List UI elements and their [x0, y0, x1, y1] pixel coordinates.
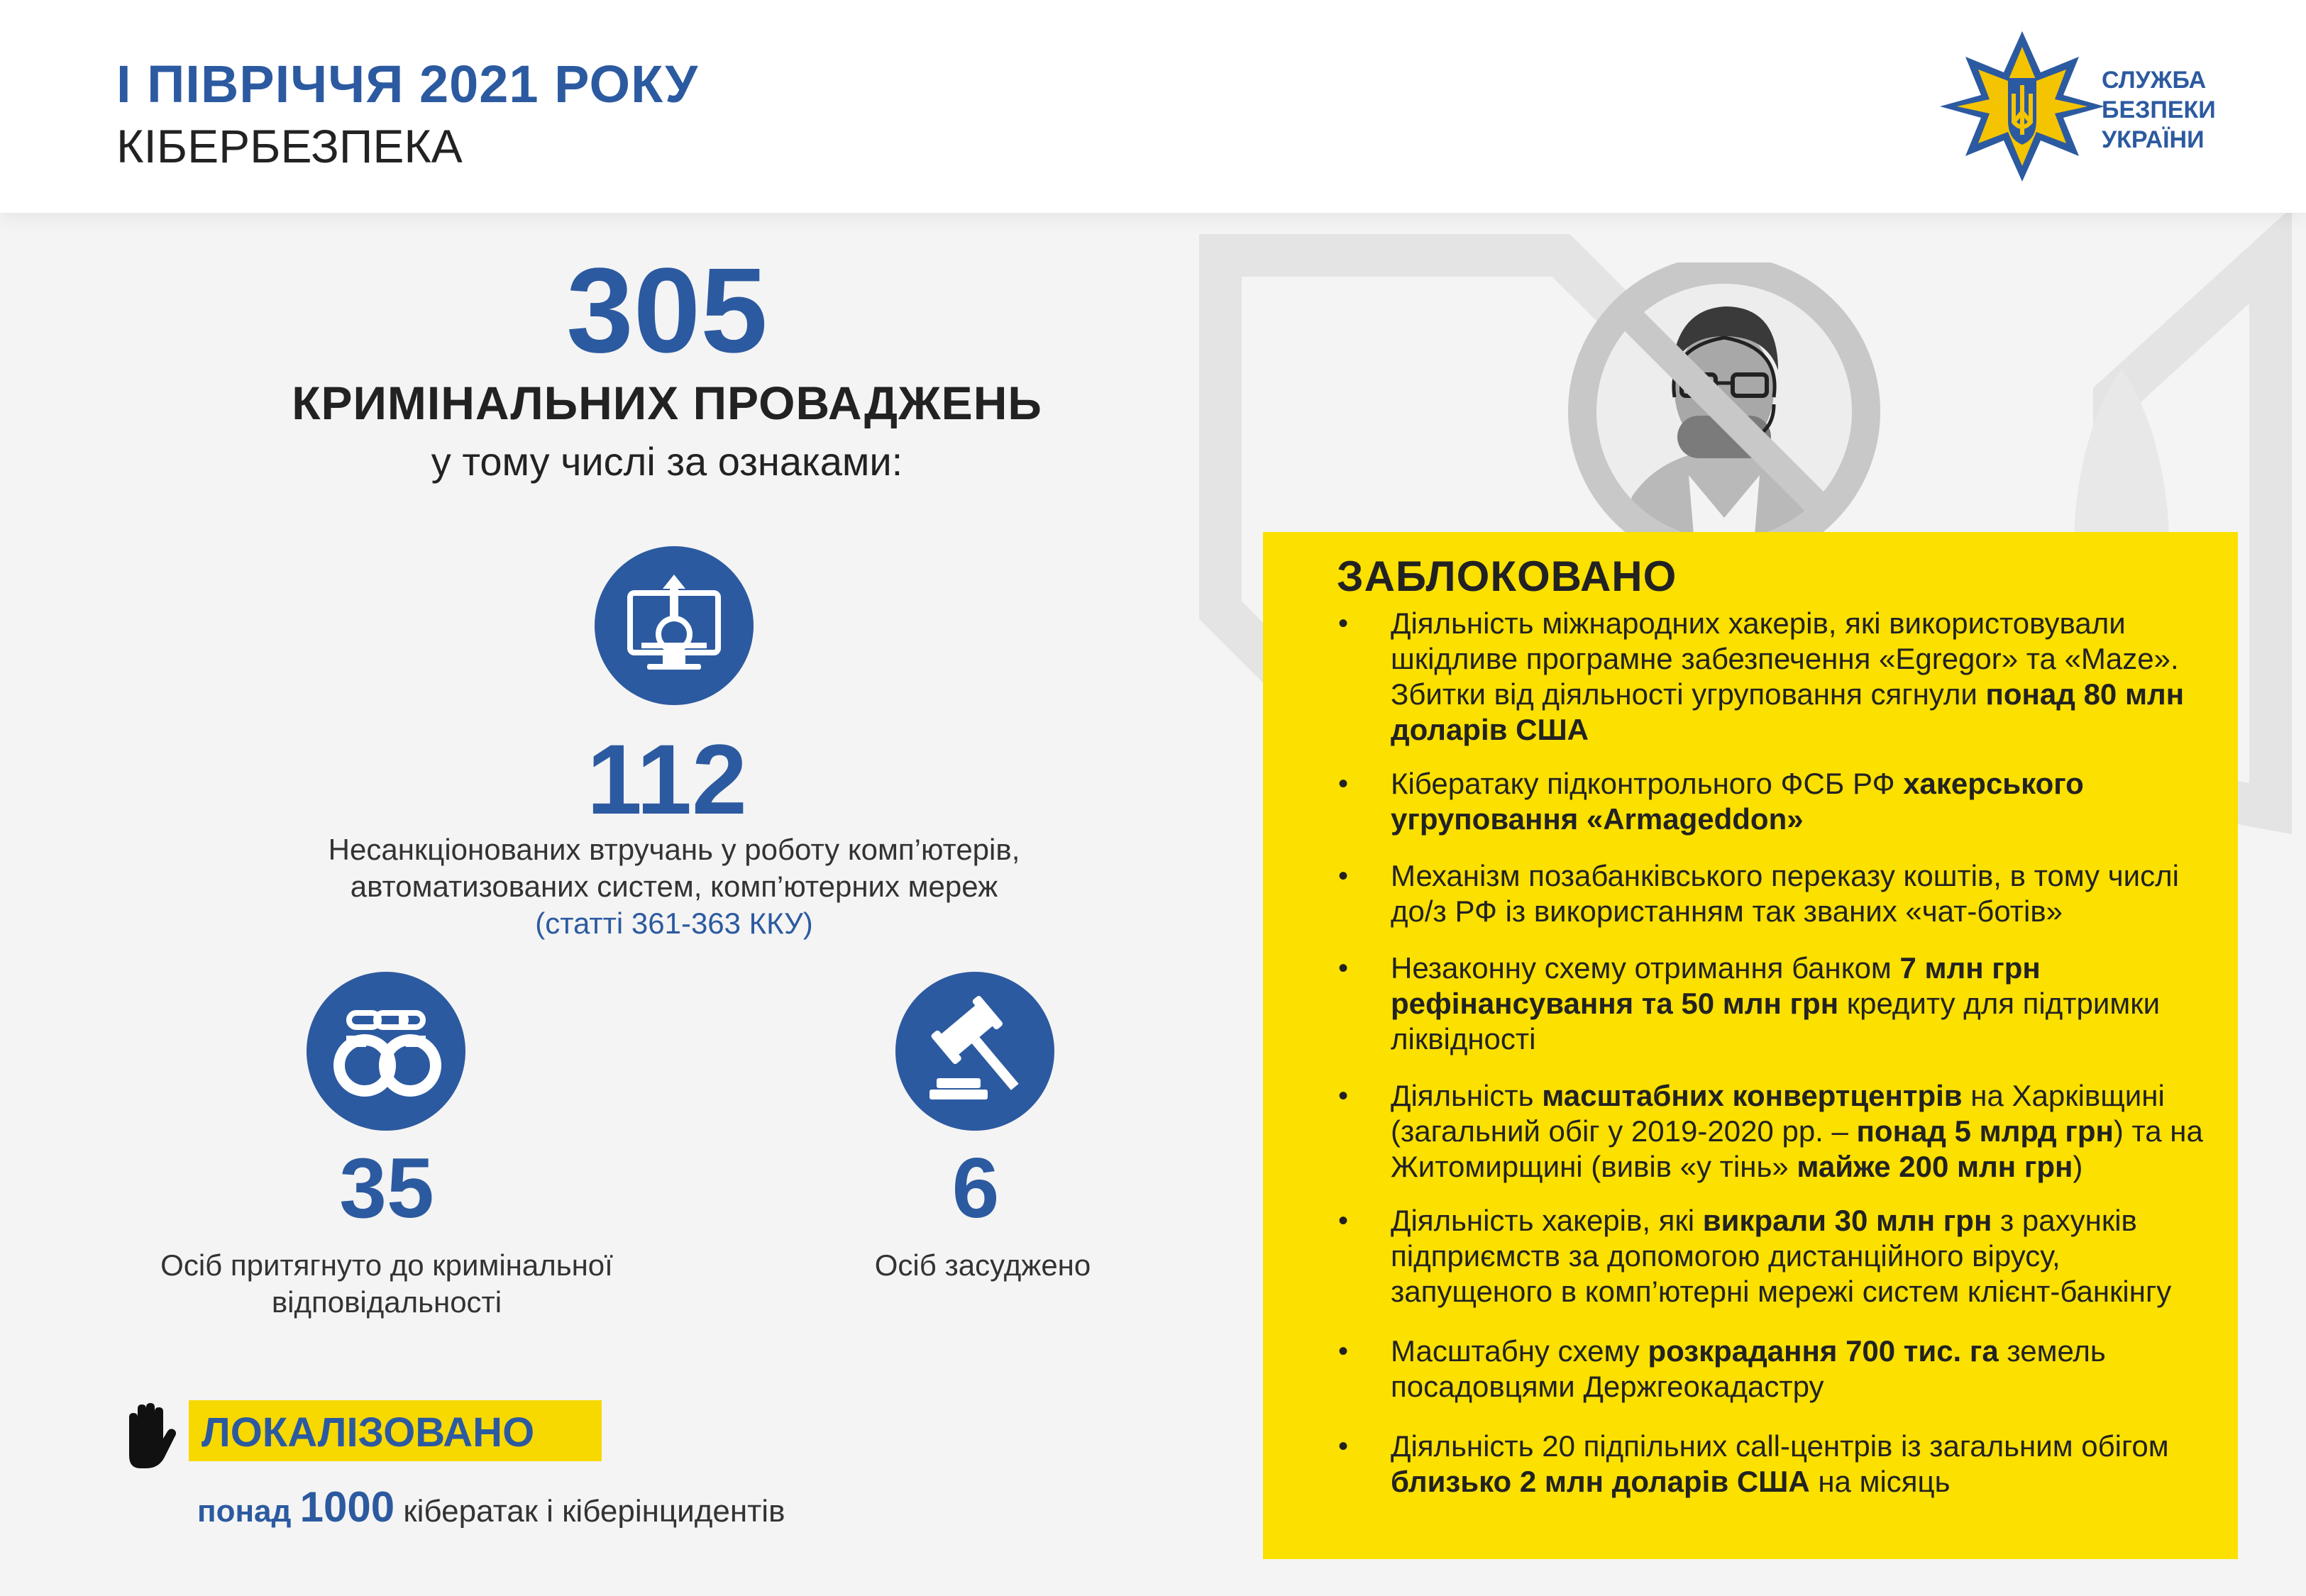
blocked-item: • Діяльність масштабних конвертцентрів на Харківщині (загальний обіг у 2019-2020 рр. – понад 5 млрд грн) та на Житомирщині (вивів «у тінь» майже 200 млн грн) — [1307, 1078, 2222, 1185]
blocked-item: • Діяльність хакерів, які викрали 30 млн грн з рахунків підприємств за допомогою дистанційного вірусу, запущеного в комп’ютерні мережі систем клієнт-банкінгу — [1307, 1203, 2222, 1309]
intrusions-badge — [595, 546, 754, 705]
header-bar — [0, 0, 2306, 213]
total-cases-label: КРИМІНАЛЬНИХ ПРОВАДЖЕНЬ — [292, 377, 1042, 429]
localized-summary — [197, 1483, 785, 1531]
blocked-title: ЗАБЛОКОВАНО — [1337, 553, 1677, 600]
intrusions-reference: (статті 361-363 ККУ) — [535, 907, 813, 940]
blocked-item: • Кібератаку підконтрольного ФСБ РФ хакерського угруповання «Armageddon» — [1307, 766, 2222, 837]
convicted-description: Осіб засуджено — [874, 1248, 1091, 1282]
handcuffs-icon — [307, 972, 465, 1131]
total-cases-value: 305 — [566, 243, 768, 378]
charged-description: Осіб притягнуто до кримінальної відповідальності — [160, 1248, 613, 1319]
sbu-logo-icon — [1937, 28, 2107, 184]
blocked-item: • Діяльність міжнародних хакерів, які використовували шкідливе програмне забезпечення «Egregor» та «Maze». Збитки від діяльності угруповання сягнули понад 80 млн доларів США — [1307, 606, 2222, 748]
gavel-icon — [895, 972, 1054, 1131]
computer-gear-icon — [595, 546, 754, 705]
localized-number: 1000 — [299, 1483, 395, 1531]
intrusions-description: Несанкціонованих втручань у роботу комп’ютерів, автоматизованих систем, комп’ютерних мереж (статті 361-363 ККУ) — [213, 831, 1135, 942]
blocked-item: • Масштабну схему розкрадання 700 тис. га земель посадовцями Держгеокадастру — [1307, 1334, 2222, 1404]
convicted-value: 6 — [951, 1141, 1000, 1236]
logo-wordmark: СЛУЖБА БЕЗПЕКИ УКРАЇНИ — [2102, 67, 2216, 153]
localized-prefix: понад — [197, 1494, 292, 1529]
total-cases-sublabel: у тому числі за ознаками: — [431, 439, 903, 484]
stop-hand-icon — [119, 1402, 179, 1470]
blocked-list — [1307, 606, 2222, 1500]
blocked-hacker-photo — [1526, 262, 1923, 560]
blocked-panel — [1263, 532, 2238, 1559]
localized-label: ЛОКАЛІЗОВАНО — [202, 1409, 535, 1456]
convicted-badge — [895, 972, 1054, 1131]
blocked-item: • Незаконну схему отримання банком 7 млн грн рефінансування та 50 млн грн кредиту для підтримки ліквідності — [1307, 951, 2222, 1057]
localized-suffix: кібератак і кіберінцидентів — [403, 1494, 785, 1529]
charged-value: 35 — [339, 1141, 434, 1236]
page-title: І ПІВРІЧЧЯ 2021 РОКУ — [116, 55, 699, 113]
localized-label-box — [189, 1400, 602, 1461]
intrusions-value: 112 — [587, 724, 747, 835]
charged-badge — [307, 972, 465, 1131]
page-subtitle: КІБЕРБЕЗПЕКА — [116, 120, 463, 172]
blocked-item: • Механізм позабанківського переказу коштів, в тому числі до/з РФ із використанням так званих «чат-ботів» — [1307, 858, 2222, 929]
blocked-item: • Діяльність 20 підпільних call-центрів із загальним обігом близько 2 млн доларів США на місяць — [1307, 1429, 2222, 1500]
